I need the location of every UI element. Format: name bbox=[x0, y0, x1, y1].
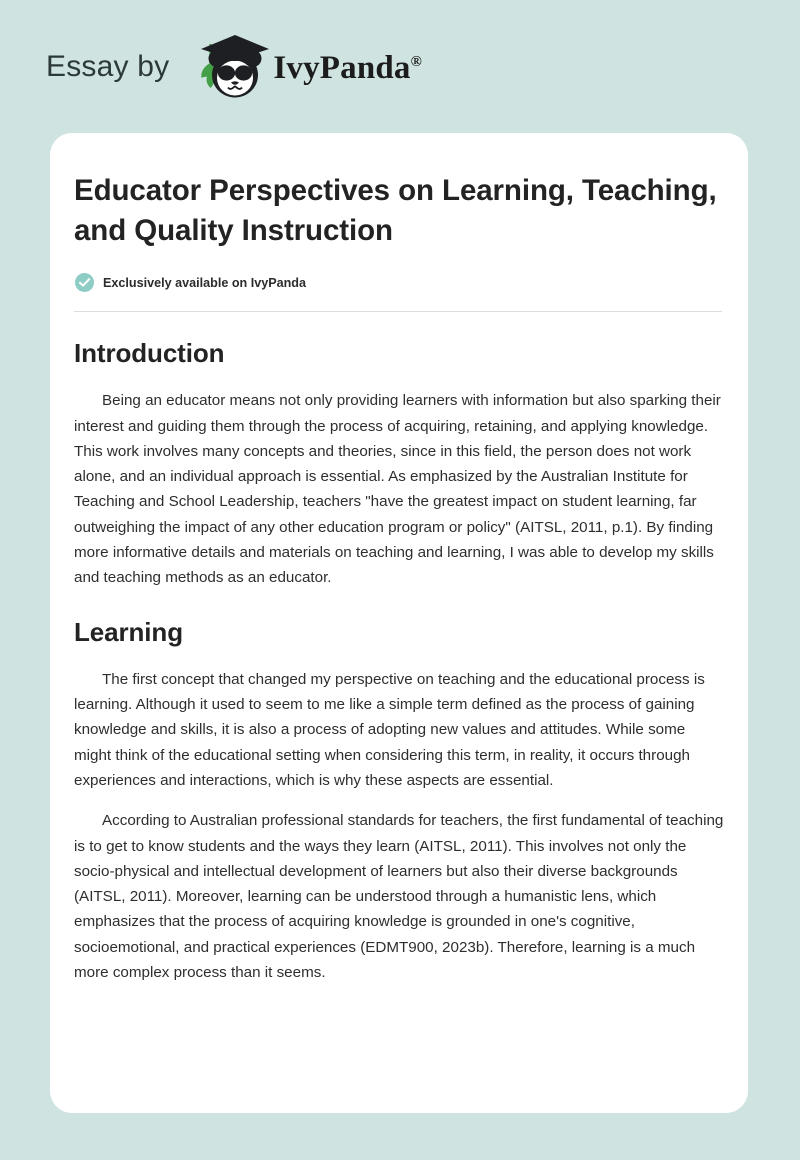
essay-by-label: Essay by bbox=[46, 49, 170, 83]
card-content bbox=[74, 133, 724, 985]
section-heading-learning: Learning bbox=[74, 616, 183, 647]
panda-graduate-logo-icon bbox=[185, 30, 271, 104]
paragraph: Being an educator means not only providing learners with information but also sparking their interest and guiding them through the process of acquiring, retaining, and applying knowledge. This work involves many concepts and theories, since in this field, the person does not work alone, and an individual approach is essential. As emphasized by the Australian Institute for Teaching and School Leadership, teachers "have the greatest impact on student learning, far outweighing the impact of any other education program or policy" (AITSL, 2011, p.1). By finding more informative details and materials on teaching and learning, I was able to develop my skills and teaching methods as an educator. bbox=[74, 392, 721, 587]
ivypanda-brand[interactable] bbox=[185, 30, 422, 104]
brand-name-text: IvyPanda bbox=[273, 50, 411, 86]
paragraph: The first concept that changed my perspective on teaching and the educational process is learning. Although it used to seem to me like a simple term defined as the process of gaining knowledge and skills, it is also a process of adopting new values and attitudes. While some might think of the educational setting when considering this term, in reality, it occurs through experiences and interactions, which is why these aspects are essential. bbox=[74, 670, 705, 789]
page-title: Educator Perspectives on Learning, Teaching, and Quality Instruction bbox=[74, 174, 717, 247]
registered-trademark-symbol: ® bbox=[410, 54, 423, 70]
essay-paper-card bbox=[50, 133, 748, 1113]
brand-wordmark bbox=[273, 52, 422, 85]
section-heading-introduction: Introduction bbox=[74, 338, 225, 369]
check-circle-icon bbox=[75, 273, 94, 292]
site-header bbox=[0, 0, 800, 133]
status-badge bbox=[74, 273, 724, 292]
paragraph: According to Australian professional standards for teachers, the first fundamental of teaching is to get to know students and the ways they learn (AITSL, 2011). This involves not only the socio-physical and intellectual development of learners but also their diverse backgrounds (AITSL, 2011). Moreover, learning can be understood through a humanistic lens, which emphasizes that the process of acquiring knowledge is grounded in one's cognitive, socioemotional, and practical experiences (EDMT900, 2023b). Therefore, learning is a much more complex process than it seems. bbox=[74, 812, 724, 982]
status-badge-label: Exclusively available on IvyPanda bbox=[103, 275, 307, 290]
